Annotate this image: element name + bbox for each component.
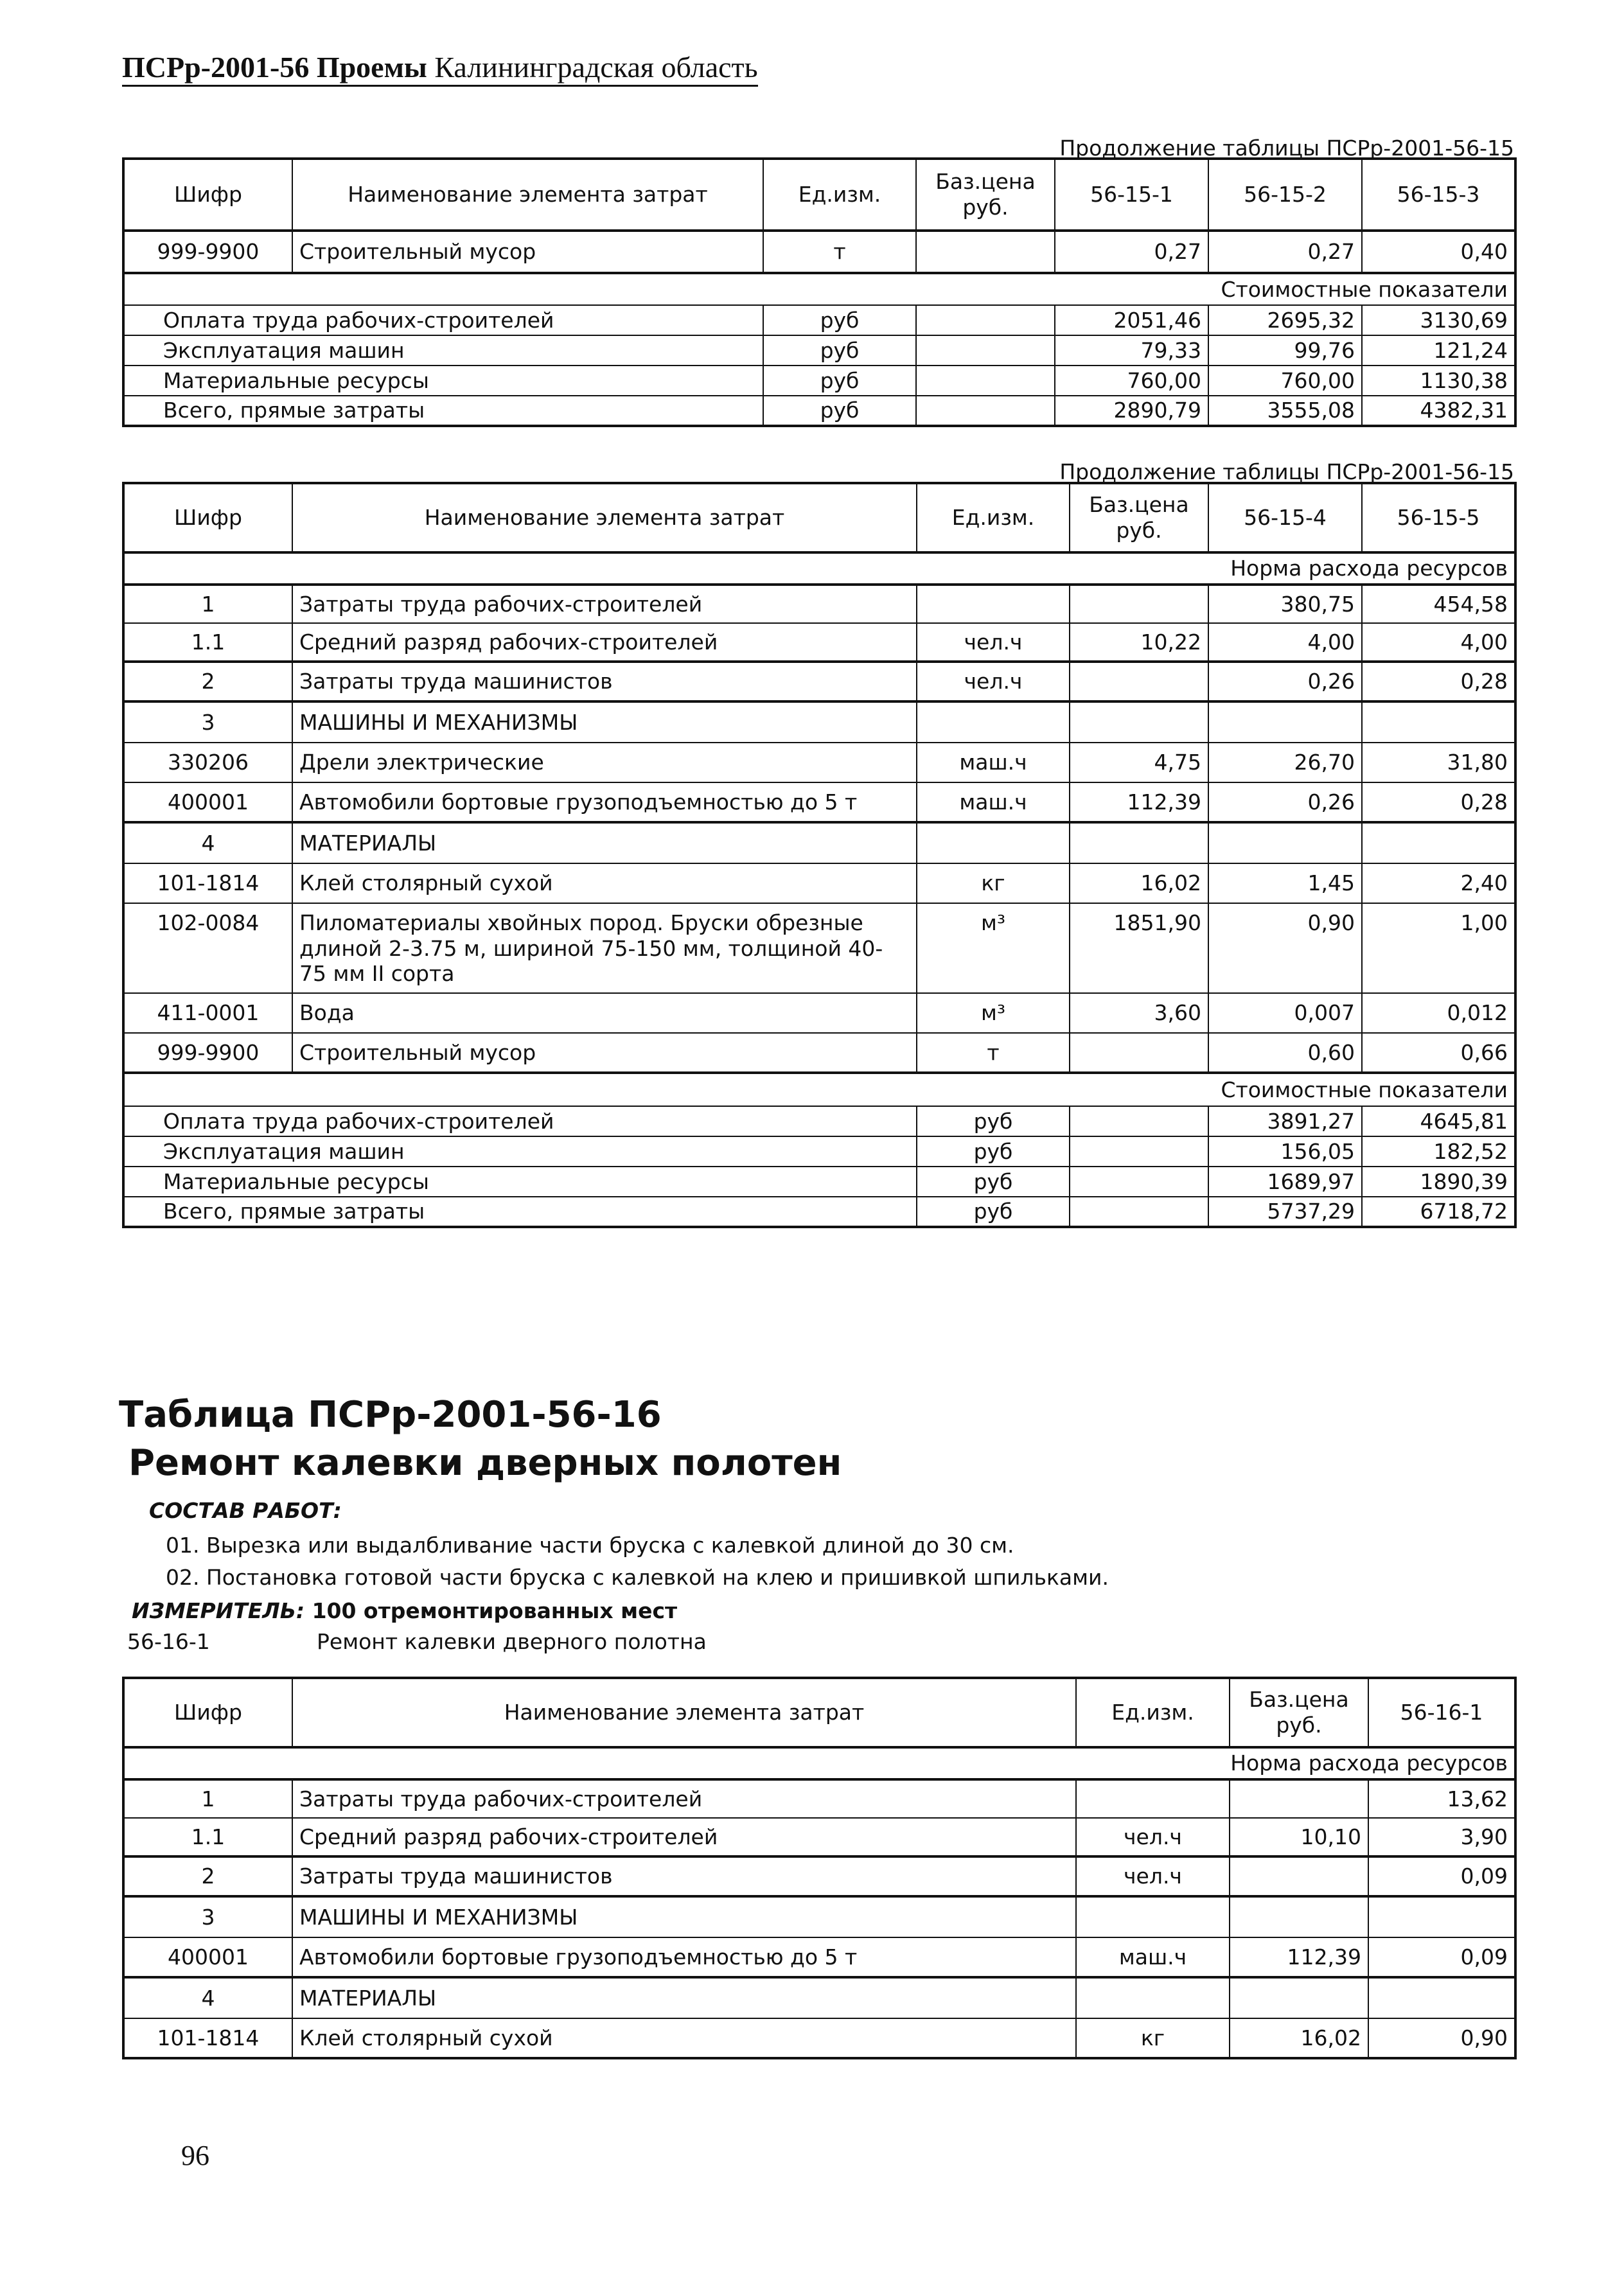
continuation-label-1: Продолжение таблицы ПСРр-2001-56-15	[1059, 136, 1514, 161]
col-header-code: Шифр	[123, 1678, 292, 1747]
table-row	[123, 1896, 1515, 1937]
cell-value: 0,007	[1208, 993, 1362, 1033]
cost-value: 1689,97	[1208, 1167, 1362, 1197]
col-header-name: Наименование элемента затрат	[292, 159, 763, 231]
cell-code: 4	[123, 822, 292, 863]
item-code: 56-16-1	[127, 1629, 210, 1654]
cell-value	[1208, 822, 1362, 863]
cell-value: 4,00	[1208, 623, 1362, 662]
cost-value: 3891,27	[1208, 1106, 1362, 1136]
works-label: СОСТАВ РАБОТ:	[149, 1498, 342, 1523]
cost-value: 2051,46	[1055, 305, 1208, 335]
cell-value: 0,27	[1055, 231, 1208, 273]
cell-unit: маш.ч	[917, 782, 1070, 822]
cell-value: 0,09	[1368, 1856, 1515, 1896]
cell-name: Затраты труда рабочих-строителей	[292, 585, 917, 623]
cell-price: 10,22	[1070, 623, 1208, 662]
cell-code: 999-9900	[123, 1033, 292, 1073]
cost-unit: руб	[763, 366, 916, 396]
cell-code: 1.1	[123, 623, 292, 662]
cell-unit: маш.ч	[1076, 1937, 1230, 1977]
cost-row	[123, 396, 1515, 426]
cell-value: 13,62	[1368, 1779, 1515, 1818]
cell-code: 3	[123, 701, 292, 743]
col-header-56-15-1: 56-15-1	[1055, 159, 1208, 231]
cell-name: Вода	[292, 993, 917, 1033]
cell-unit: т	[763, 231, 916, 273]
cost-row	[123, 1167, 1515, 1197]
cell-code: 101-1814	[123, 863, 292, 903]
cost-value: 2695,32	[1208, 305, 1362, 335]
cell-name: Средний разряд рабочих-строителей	[292, 623, 917, 662]
cell-value: 0,28	[1362, 662, 1515, 701]
cost-unit: руб	[763, 335, 916, 366]
cell-value: 0,40	[1362, 231, 1515, 273]
measure-line	[132, 1598, 677, 1623]
cell-price: 112,39	[1230, 1937, 1368, 1977]
cell-name: Строительный мусор	[292, 1033, 917, 1073]
resource-table-2	[122, 482, 1517, 1228]
cell-name: Клей столярный сухой	[292, 863, 917, 903]
table-row	[123, 662, 1515, 701]
table-subtitle: Ремонт калевки дверных полотен	[128, 1442, 842, 1484]
col-header-name: Наименование элемента затрат	[292, 1678, 1076, 1747]
cell-price	[1230, 1779, 1368, 1818]
cell-value: 1,45	[1208, 863, 1362, 903]
cost-name: Эксплуатация машин	[123, 1136, 917, 1167]
cell-price: 1851,90	[1070, 903, 1208, 993]
col-header-price: Баз.цена руб.	[1070, 483, 1208, 552]
table-row	[123, 1937, 1515, 1977]
norm-section-header: Норма расхода ресурсов	[123, 552, 1515, 585]
cost-name: Оплата труда рабочих-строителей	[123, 305, 763, 335]
cell-value: 0,60	[1208, 1033, 1362, 1073]
cost-value: 3130,69	[1362, 305, 1515, 335]
cell-unit	[1076, 1896, 1230, 1937]
cost-row	[123, 1197, 1515, 1227]
cell-value: 454,58	[1362, 585, 1515, 623]
cost-unit: руб	[917, 1136, 1070, 1167]
table-row	[123, 782, 1515, 822]
cell-code: 1	[123, 585, 292, 623]
cell-price	[1070, 662, 1208, 701]
col-header-unit: Ед.изм.	[1076, 1678, 1230, 1747]
cost-value: 4382,31	[1362, 396, 1515, 426]
cell-unit: м³	[917, 993, 1070, 1033]
cell-unit: т	[917, 1033, 1070, 1073]
cell-unit: чел.ч	[917, 623, 1070, 662]
cell-price	[1070, 585, 1208, 623]
work-item: 02. Постановка готовой части бруска с калевкой на клею и пришивкой шпильками.	[166, 1565, 1109, 1590]
col-header-56-15-2: 56-15-2	[1208, 159, 1362, 231]
cell-unit: чел.ч	[1076, 1818, 1230, 1856]
cost-name: Всего, прямые затраты	[123, 396, 763, 426]
cell-name: МАТЕРИАЛЫ	[292, 1977, 1076, 2018]
cell-unit: кг	[1076, 2018, 1230, 2058]
cell-price	[1070, 701, 1208, 743]
cost-name: Материальные ресурсы	[123, 366, 763, 396]
cell-value	[1362, 701, 1515, 743]
cell-unit	[917, 585, 1070, 623]
cost-name: Всего, прямые затраты	[123, 1197, 917, 1227]
cell-code: 1.1	[123, 1818, 292, 1856]
cell-value: 0,012	[1362, 993, 1515, 1033]
cell-code: 102-0084	[123, 903, 292, 993]
table-row	[123, 903, 1515, 993]
cost-unit: руб	[917, 1167, 1070, 1197]
cell-unit	[1076, 1977, 1230, 2018]
cell-price: 3,60	[1070, 993, 1208, 1033]
table-title: Таблица ПСРр-2001-56-16	[119, 1394, 662, 1436]
col-header-56-15-3: 56-15-3	[1362, 159, 1515, 231]
cost-value: 156,05	[1208, 1136, 1362, 1167]
item-line	[127, 1629, 707, 1654]
cell-name: Дрели электрические	[292, 743, 917, 782]
cell-value: 26,70	[1208, 743, 1362, 782]
resource-table-3	[122, 1677, 1517, 2059]
cell-unit	[917, 701, 1070, 743]
cell-price	[1230, 1856, 1368, 1896]
measure-value: 100 отремонтированных мест	[312, 1598, 678, 1623]
table-row	[123, 822, 1515, 863]
cost-row	[123, 1106, 1515, 1136]
cell-unit: чел.ч	[917, 662, 1070, 701]
cost-value: 182,52	[1362, 1136, 1515, 1167]
table-row	[123, 1818, 1515, 1856]
cell-code: 2	[123, 662, 292, 701]
table-row	[123, 1779, 1515, 1818]
cell-value: 3,90	[1368, 1818, 1515, 1856]
cell-value: 0,26	[1208, 662, 1362, 701]
cell-name: Средний разряд рабочих-строителей	[292, 1818, 1076, 1856]
cost-value: 1890,39	[1362, 1167, 1515, 1197]
cell-name: МАТЕРИАЛЫ	[292, 822, 917, 863]
table-row	[123, 743, 1515, 782]
cell-unit	[1076, 1779, 1230, 1818]
cell-value: 0,90	[1208, 903, 1362, 993]
cell-value: 1,00	[1362, 903, 1515, 993]
cost-name: Материальные ресурсы	[123, 1167, 917, 1197]
cost-section-header: Стоимостные показатели	[123, 273, 1515, 305]
document-header	[122, 53, 758, 87]
cell-name: Затраты труда машинистов	[292, 662, 917, 701]
cost-value: 760,00	[1208, 366, 1362, 396]
cell-name: Затраты труда рабочих-строителей	[292, 1779, 1076, 1818]
cost-row	[123, 366, 1515, 396]
col-header-56-15-5: 56-15-5	[1362, 483, 1515, 552]
cell-value: 4,00	[1362, 623, 1515, 662]
cell-name: Клей столярный сухой	[292, 2018, 1076, 2058]
cell-value: 2,40	[1362, 863, 1515, 903]
cell-value	[1362, 822, 1515, 863]
cost-section-header: Стоимостные показатели	[123, 1073, 1515, 1106]
table-row	[123, 1977, 1515, 2018]
cell-price	[1070, 1033, 1208, 1073]
measure-label: ИЗМЕРИТЕЛЬ:	[132, 1598, 305, 1623]
cell-name: Строительный мусор	[292, 231, 763, 273]
table-row	[123, 1856, 1515, 1896]
cost-value: 3555,08	[1208, 396, 1362, 426]
cost-value: 4645,81	[1362, 1106, 1515, 1136]
col-header-price: Баз.цена руб.	[916, 159, 1055, 231]
table-row	[123, 231, 1515, 273]
table-row	[123, 585, 1515, 623]
table-row	[123, 623, 1515, 662]
col-header-name: Наименование элемента затрат	[292, 483, 917, 552]
page-number: 96	[181, 2140, 209, 2171]
cost-name: Эксплуатация машин	[123, 335, 763, 366]
cell-value: 0,28	[1362, 782, 1515, 822]
cell-price	[1230, 1977, 1368, 2018]
item-description: Ремонт калевки дверного полотна	[317, 1629, 707, 1654]
cell-price: 16,02	[1070, 863, 1208, 903]
document-region: Калининградская область	[434, 51, 758, 84]
cell-value: 31,80	[1362, 743, 1515, 782]
cost-row	[123, 335, 1515, 366]
cost-value: 121,24	[1362, 335, 1515, 366]
cell-price: 10,10	[1230, 1818, 1368, 1856]
norm-section-header: Норма расхода ресурсов	[123, 1747, 1515, 1779]
cell-unit: маш.ч	[917, 743, 1070, 782]
cell-name: Затраты труда машинистов	[292, 1856, 1076, 1896]
cell-unit: м³	[917, 903, 1070, 993]
cell-price	[916, 231, 1055, 273]
col-header-code: Шифр	[123, 159, 292, 231]
cell-code: 999-9900	[123, 231, 292, 273]
cost-value: 99,76	[1208, 335, 1362, 366]
cell-code: 3	[123, 1896, 292, 1937]
cell-price: 4,75	[1070, 743, 1208, 782]
col-header-unit: Ед.изм.	[763, 159, 916, 231]
cell-price	[1230, 1896, 1368, 1937]
cost-value: 2890,79	[1055, 396, 1208, 426]
cell-code: 4	[123, 1977, 292, 2018]
col-header-unit: Ед.изм.	[917, 483, 1070, 552]
col-header-56-16-1: 56-16-1	[1368, 1678, 1515, 1747]
cell-code: 1	[123, 1779, 292, 1818]
cell-name: Пиломатериалы хвойных пород. Бруски обрезные длиной 2-3.75 м, шириной 75-150 мм, толщиной 40-75 мм II сорта	[292, 903, 917, 993]
cell-price: 16,02	[1230, 2018, 1368, 2058]
cost-unit: руб	[763, 305, 916, 335]
cell-value	[1368, 1896, 1515, 1937]
cell-code: 411-0001	[123, 993, 292, 1033]
col-header-56-15-4: 56-15-4	[1208, 483, 1362, 552]
cell-unit: чел.ч	[1076, 1856, 1230, 1896]
cost-value: 1130,38	[1362, 366, 1515, 396]
cell-value: 0,66	[1362, 1033, 1515, 1073]
cell-unit: кг	[917, 863, 1070, 903]
cell-price	[1070, 822, 1208, 863]
cell-code: 400001	[123, 782, 292, 822]
cell-code: 330206	[123, 743, 292, 782]
cell-name: МАШИНЫ И МЕХАНИЗМЫ	[292, 701, 917, 743]
cell-name: Автомобили бортовые грузоподъемностью до 5 т	[292, 782, 917, 822]
work-item: 01. Вырезка или выдалбливание части бруска с калевкой длиной до 30 см.	[166, 1533, 1014, 1558]
cell-name: МАШИНЫ И МЕХАНИЗМЫ	[292, 1896, 1076, 1937]
cost-value: 79,33	[1055, 335, 1208, 366]
cost-unit: руб	[917, 1106, 1070, 1136]
cost-unit: руб	[917, 1197, 1070, 1227]
cell-value: 0,27	[1208, 231, 1362, 273]
cell-value	[1368, 1977, 1515, 2018]
table-row	[123, 701, 1515, 743]
cell-code: 400001	[123, 1937, 292, 1977]
continuation-label-2: Продолжение таблицы ПСРр-2001-56-15	[1059, 459, 1514, 484]
cell-code: 101-1814	[123, 2018, 292, 2058]
table-row	[123, 2018, 1515, 2058]
cell-value: 0,09	[1368, 1937, 1515, 1977]
col-header-price: Баз.цена руб.	[1230, 1678, 1368, 1747]
cost-name: Оплата труда рабочих-строителей	[123, 1106, 917, 1136]
cell-value: 0,26	[1208, 782, 1362, 822]
document-code: ПСРр-2001-56 Проемы	[122, 51, 427, 84]
cost-row	[123, 305, 1515, 335]
cost-value: 760,00	[1055, 366, 1208, 396]
cost-unit: руб	[763, 396, 916, 426]
resource-table-1	[122, 157, 1517, 427]
cell-code: 2	[123, 1856, 292, 1896]
table-row	[123, 1033, 1515, 1073]
cell-unit	[917, 822, 1070, 863]
cell-value: 380,75	[1208, 585, 1362, 623]
table-row	[123, 993, 1515, 1033]
cost-value: 6718,72	[1362, 1197, 1515, 1227]
cost-row	[123, 1136, 1515, 1167]
cell-value	[1208, 701, 1362, 743]
table-row	[123, 863, 1515, 903]
cost-value: 5737,29	[1208, 1197, 1362, 1227]
col-header-code: Шифр	[123, 483, 292, 552]
cell-price: 112,39	[1070, 782, 1208, 822]
cell-name: Автомобили бортовые грузоподъемностью до 5 т	[292, 1937, 1076, 1977]
cell-value: 0,90	[1368, 2018, 1515, 2058]
